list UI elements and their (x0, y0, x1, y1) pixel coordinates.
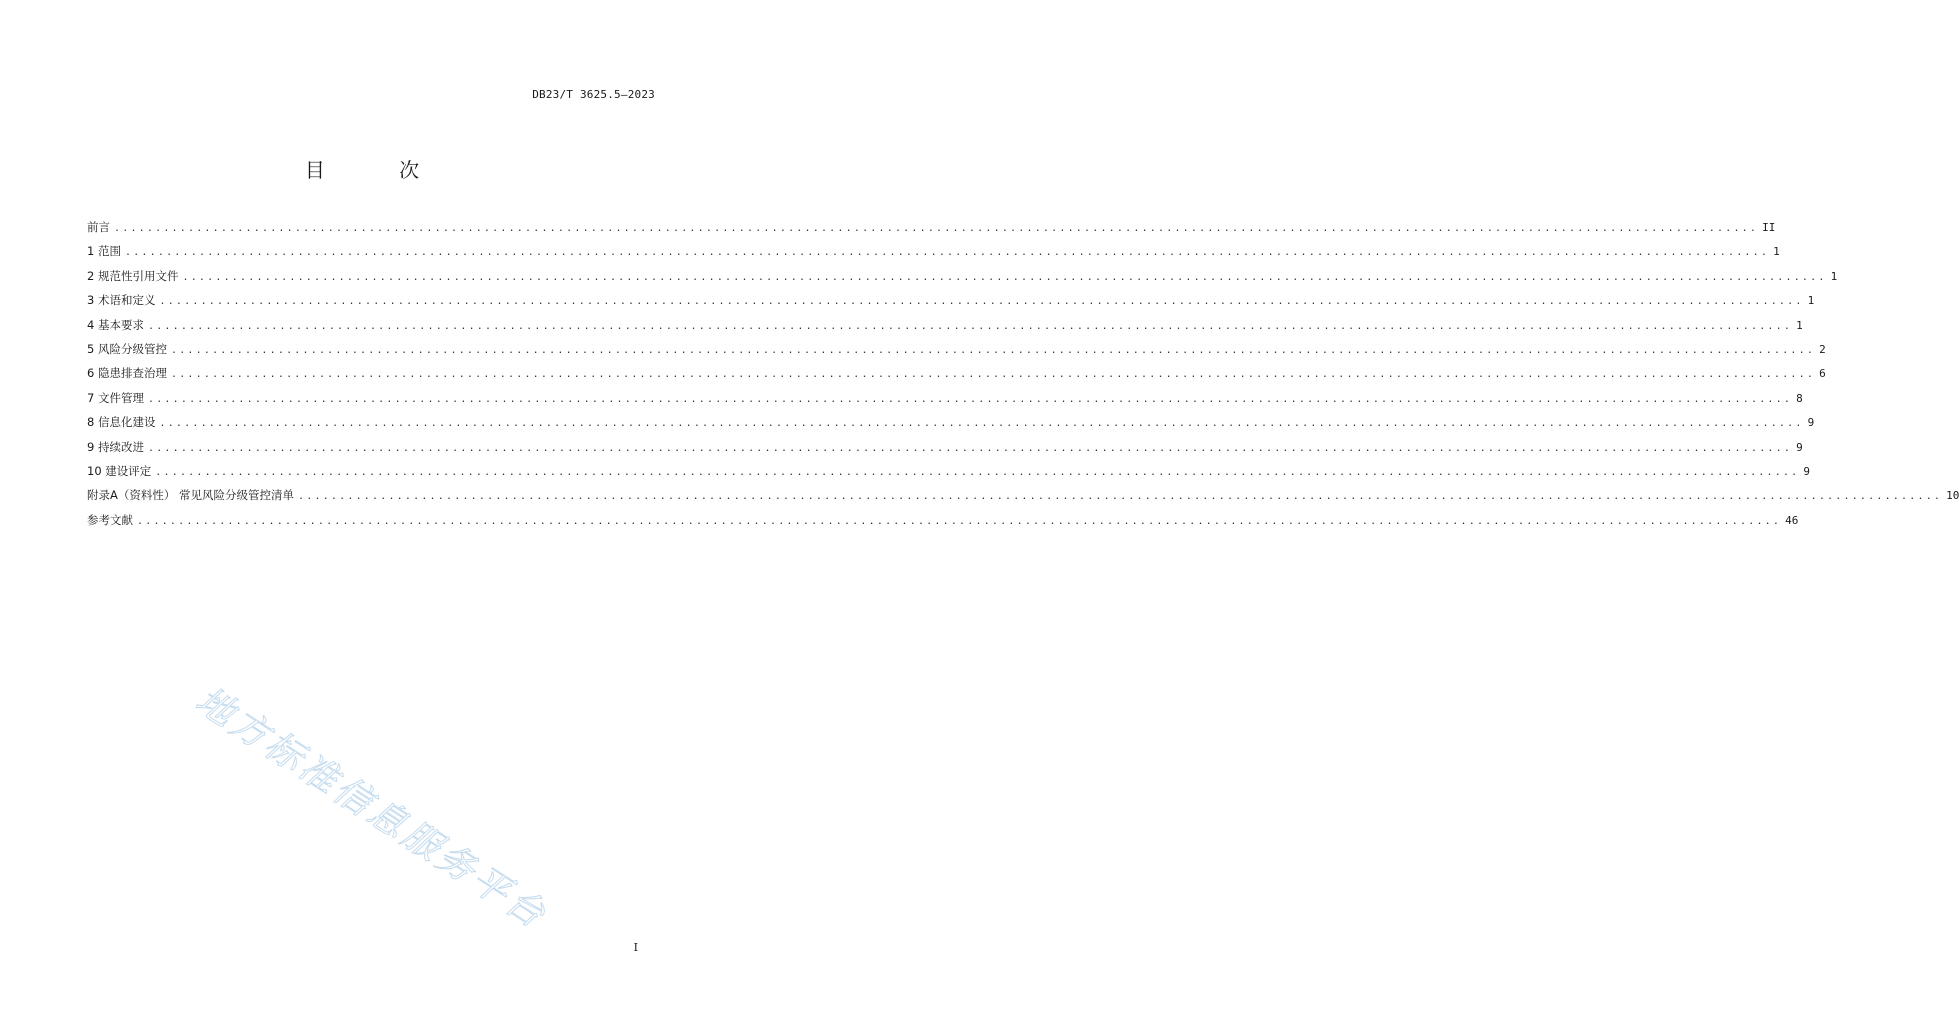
toc-entry[interactable] (87, 414, 1815, 438)
toc-entry-label: 6 隐患排查治理 (87, 366, 167, 381)
toc-entry-label: 7 文件管理 (87, 390, 144, 405)
toc-entry[interactable] (87, 463, 1811, 487)
toc-entry-page: 9 (1803, 464, 1811, 478)
toc-entry[interactable] (87, 487, 1959, 511)
toc-entry-page: 1 (1807, 294, 1815, 308)
toc-dot-leader: ........................................................................................................................................................................................................ (147, 393, 1793, 405)
toc-dot-leader: ........................................................................................................................................................................................................ (124, 247, 1770, 259)
toc-dot-leader: ........................................................................................................................................................................................................ (155, 466, 1800, 478)
toc-entry-label: 参考文献 (87, 512, 133, 527)
toc-entry[interactable] (87, 439, 1803, 463)
watermark: 地方标准信息服务平台 (188, 678, 556, 938)
toc-entry-label: 2 规范性引用文件 (87, 268, 179, 283)
toc-entry-page: 8 (1796, 391, 1803, 405)
toc-entry[interactable] (87, 512, 1799, 536)
toc-title: 目 次 (304, 158, 454, 182)
toc-entry[interactable] (87, 268, 1838, 292)
toc-dot-leader: ........................................................................................................................................................................................................ (147, 320, 1793, 332)
toc-entry-label: 9 持续改进 (87, 439, 144, 454)
toc-dot-leader: ........................................................................................................................................................................................................ (137, 515, 1782, 527)
toc-dot-leader: ........................................................................................................................................................................................................ (170, 344, 1816, 356)
toc-entry-label: 4 基本要求 (87, 317, 144, 332)
toc-entry-label: 5 风险分级管控 (87, 341, 167, 356)
toc-entry-label: 附录A（资料性） 常见风险分级管控清单 (87, 488, 295, 503)
toc-entry[interactable] (87, 390, 1803, 414)
toc-entry-page: 9 (1807, 416, 1815, 430)
toc-entry-page: 46 (1785, 513, 1799, 527)
toc-entry-page: II (1762, 221, 1776, 234)
toc-entry-label: 前言 (87, 220, 110, 234)
toc-entry[interactable] (87, 292, 1815, 316)
toc-dot-leader: ........................................................................................................................................................................................................ (147, 442, 1793, 454)
toc-entry[interactable] (87, 341, 1826, 365)
toc-dot-leader: ........................................................................................................................................................................................................ (159, 296, 1804, 308)
toc-entry-label: 3 术语和定义 (87, 293, 156, 308)
toc-entry[interactable] (87, 365, 1826, 389)
toc-dot-leader: ........................................................................................................................................................................................................ (170, 369, 1816, 381)
toc-entry-page: 1 (1773, 245, 1780, 259)
toc-entry-page: 10 (1946, 489, 1959, 503)
toc-entry-label: 10 建设评定 (87, 463, 152, 478)
table-of-contents (87, 219, 1959, 536)
toc-entry[interactable] (87, 243, 1780, 267)
toc-dot-leader: ........................................................................................................................................................................................................ (159, 418, 1804, 430)
toc-entry[interactable] (87, 317, 1803, 341)
toc-entry-page: 6 (1819, 367, 1826, 381)
toc-entry[interactable] (87, 219, 1776, 243)
toc-dot-leader: ........................................................................................................................................................................................................ (114, 223, 1759, 234)
toc-entry-page: 9 (1796, 440, 1803, 454)
page-number: I (633, 941, 638, 954)
toc-entry-page: 2 (1819, 342, 1826, 356)
toc-dot-leader: ........................................................................................................................................................................................................ (182, 271, 1827, 283)
toc-dot-leader: ........................................................................................................................................................................................................ (298, 491, 1943, 503)
toc-entry-page: 1 (1796, 318, 1803, 332)
toc-entry-label: 1 范围 (87, 244, 121, 259)
toc-entry-label: 8 信息化建设 (87, 415, 156, 430)
toc-entry-page: 1 (1830, 269, 1838, 283)
document-code: DB23/T 3625.5—2023 (532, 88, 655, 101)
